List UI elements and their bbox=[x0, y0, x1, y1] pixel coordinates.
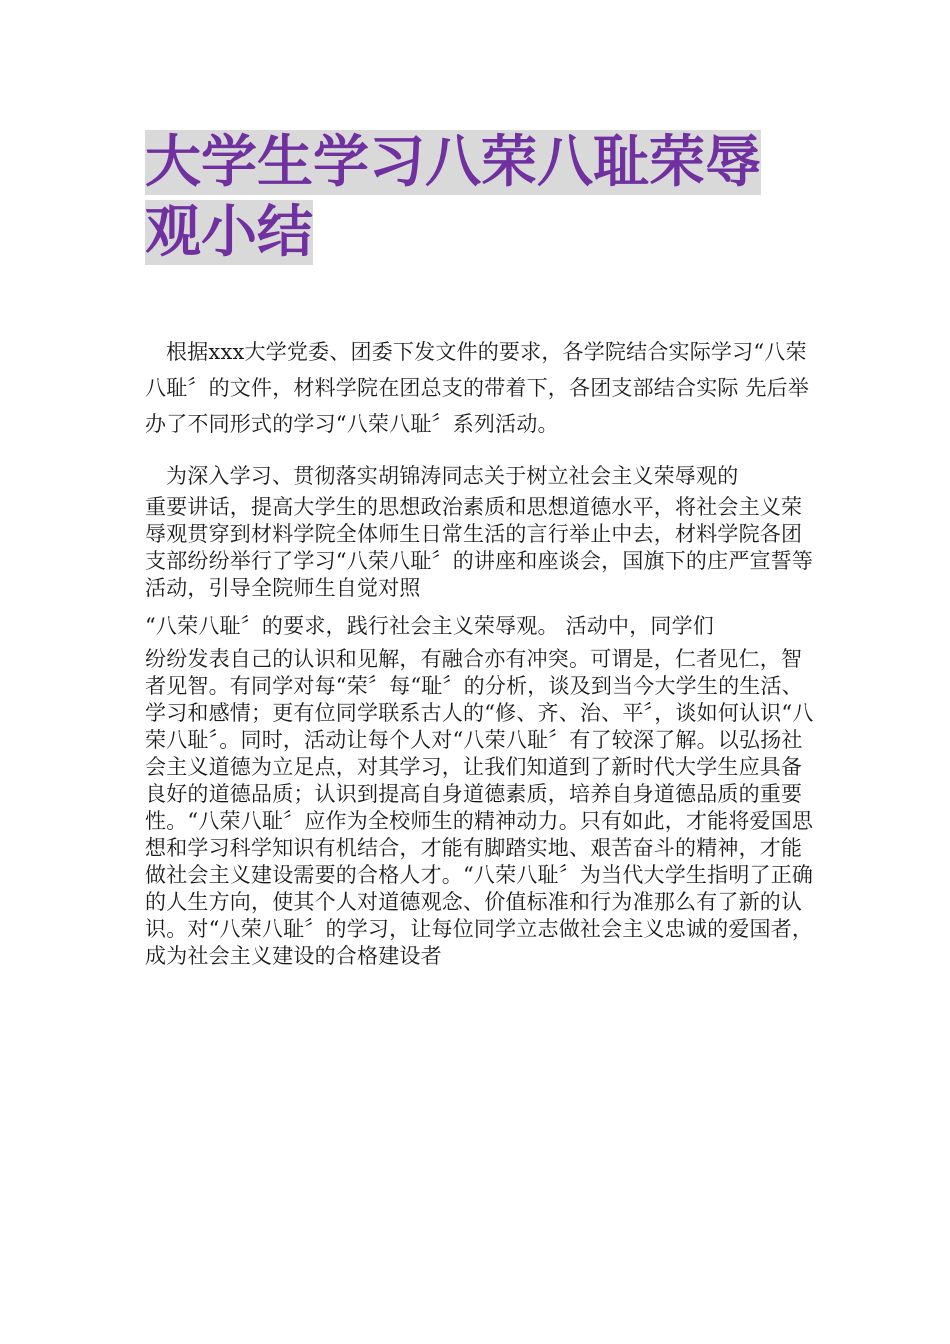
paragraph-requirements: “八荣八耻〞的要求，践行社会主义荣辱观。 活动中，同学们 bbox=[145, 614, 715, 638]
paragraph-intro: 根据xxx大学党委、团委下发文件的要求，各学院结合实际学习“八荣八耻〞的文件，材料学院在团总支的带着下，各团支部结合实际 先后举办了不同形式的学习“八荣八耻〞系列活动。 bbox=[145, 340, 810, 436]
paragraph-discussion: 纷纷发表自己的认识和见解，有融合亦有冲突。可谓是，仁者见仁，智者见智。有同学对每“荣〞每“耻〞的分析，谈及到当今大学生的生活、学习和感情；更有位同学联系古人的“修、齐、治、平〞，谈如何认识“八荣八耻〞。同时，活动让每个人对“八荣八耻〞有了较深了解。以弘扬社会主义道德为立足点，对其学习，让我们知道到了新时代大学生应具备良好的道德品质；认识到提高自身道德素质，培养自身道德品质的重要性。“八荣八耻〞应作为全校师生的精神动力。只有如此，才能将爱国思想和学习科学知识有机结合，才能有脚踏实地、艰苦奋斗的精神，才能做社会主义建设需要的合格人才。“八荣八耻〞为当代大学生指明了正确的人生方向，使其个人对道德观念、价值标准和行为准那么有了新的认识。对“八荣八耻〞的学习，让每位同学立志做社会主义忠诚的爱国者，成为社会主义建设的合格建设者 bbox=[145, 647, 814, 968]
document-title-text: 大学生学习八荣八耻荣辱观小结 bbox=[145, 130, 761, 265]
paragraph-activities-lead: 为深入学习、贯彻落实胡锦涛同志关于树立社会主义荣辱观的 bbox=[166, 464, 739, 488]
document-title bbox=[145, 128, 815, 268]
paragraph-activities-body: 重要讲话，提高大学生的思想政治素质和思想道德水平，将社会主义荣辱观贯穿到材料学院全体师生日常生活的言行举止中去，材料学院各团支部纷纷举行了学习“八荣八耻〞的讲座和座谈会，国旗下的庄严宣誓等活动，引导全院师生自觉对照 bbox=[145, 495, 814, 600]
